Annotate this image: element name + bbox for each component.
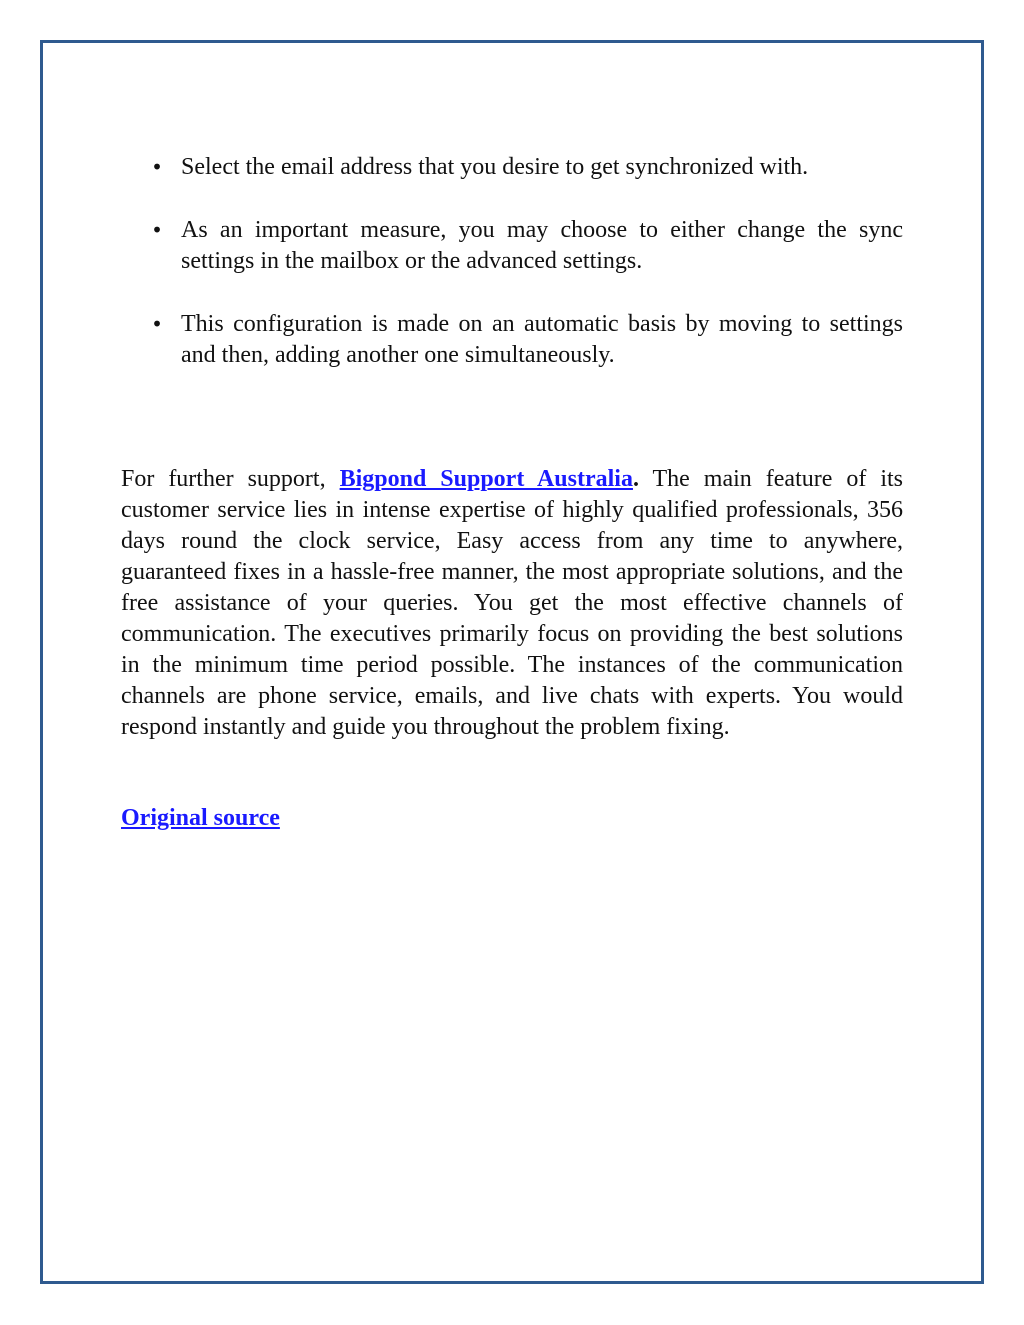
bigpond-support-link[interactable]: Bigpond Support Australia bbox=[339, 466, 633, 492]
original-source-container bbox=[121, 803, 280, 834]
support-lead-text: For further support, bbox=[121, 466, 340, 492]
bullet-item-sync-address bbox=[150, 152, 903, 183]
support-body-text: The main feature of its customer service lies in intense expertise of highly qualified professionals, 356 days round the clock service, Easy access from any time to anywhere, guaranteed fixes in a hassle-free manner, the most appropriate solutions, and the free assistance of your queries. You get the most effective channels of communication. The executives primarily focus on providing the best solutions in the minimum time period possible. The instances of the communication channels are phone service, emails, and live chats with experts. You would respond instantly and guide you throughout the problem fixing. bbox=[121, 466, 903, 740]
bullet-icon: • bbox=[151, 312, 163, 336]
bullet-text: As an important measure, you may choose to either change the sync settings in the mailbox or the advanced settings. bbox=[181, 217, 903, 274]
bullet-icon: • bbox=[151, 155, 163, 179]
support-link-period: . bbox=[632, 466, 639, 492]
bullet-item-sync-settings bbox=[150, 215, 903, 277]
bullet-text: Select the email address that you desire to get synchronized with. bbox=[181, 154, 809, 180]
bullet-text: This configuration is made on an automatic basis by moving to settings and then, adding another one simultaneously. bbox=[181, 311, 903, 368]
bullet-icon: • bbox=[151, 218, 163, 242]
original-source-link[interactable]: Original source bbox=[121, 805, 280, 831]
bullet-item-configuration bbox=[150, 309, 903, 371]
support-paragraph bbox=[121, 464, 903, 743]
bullet-list bbox=[150, 152, 903, 403]
